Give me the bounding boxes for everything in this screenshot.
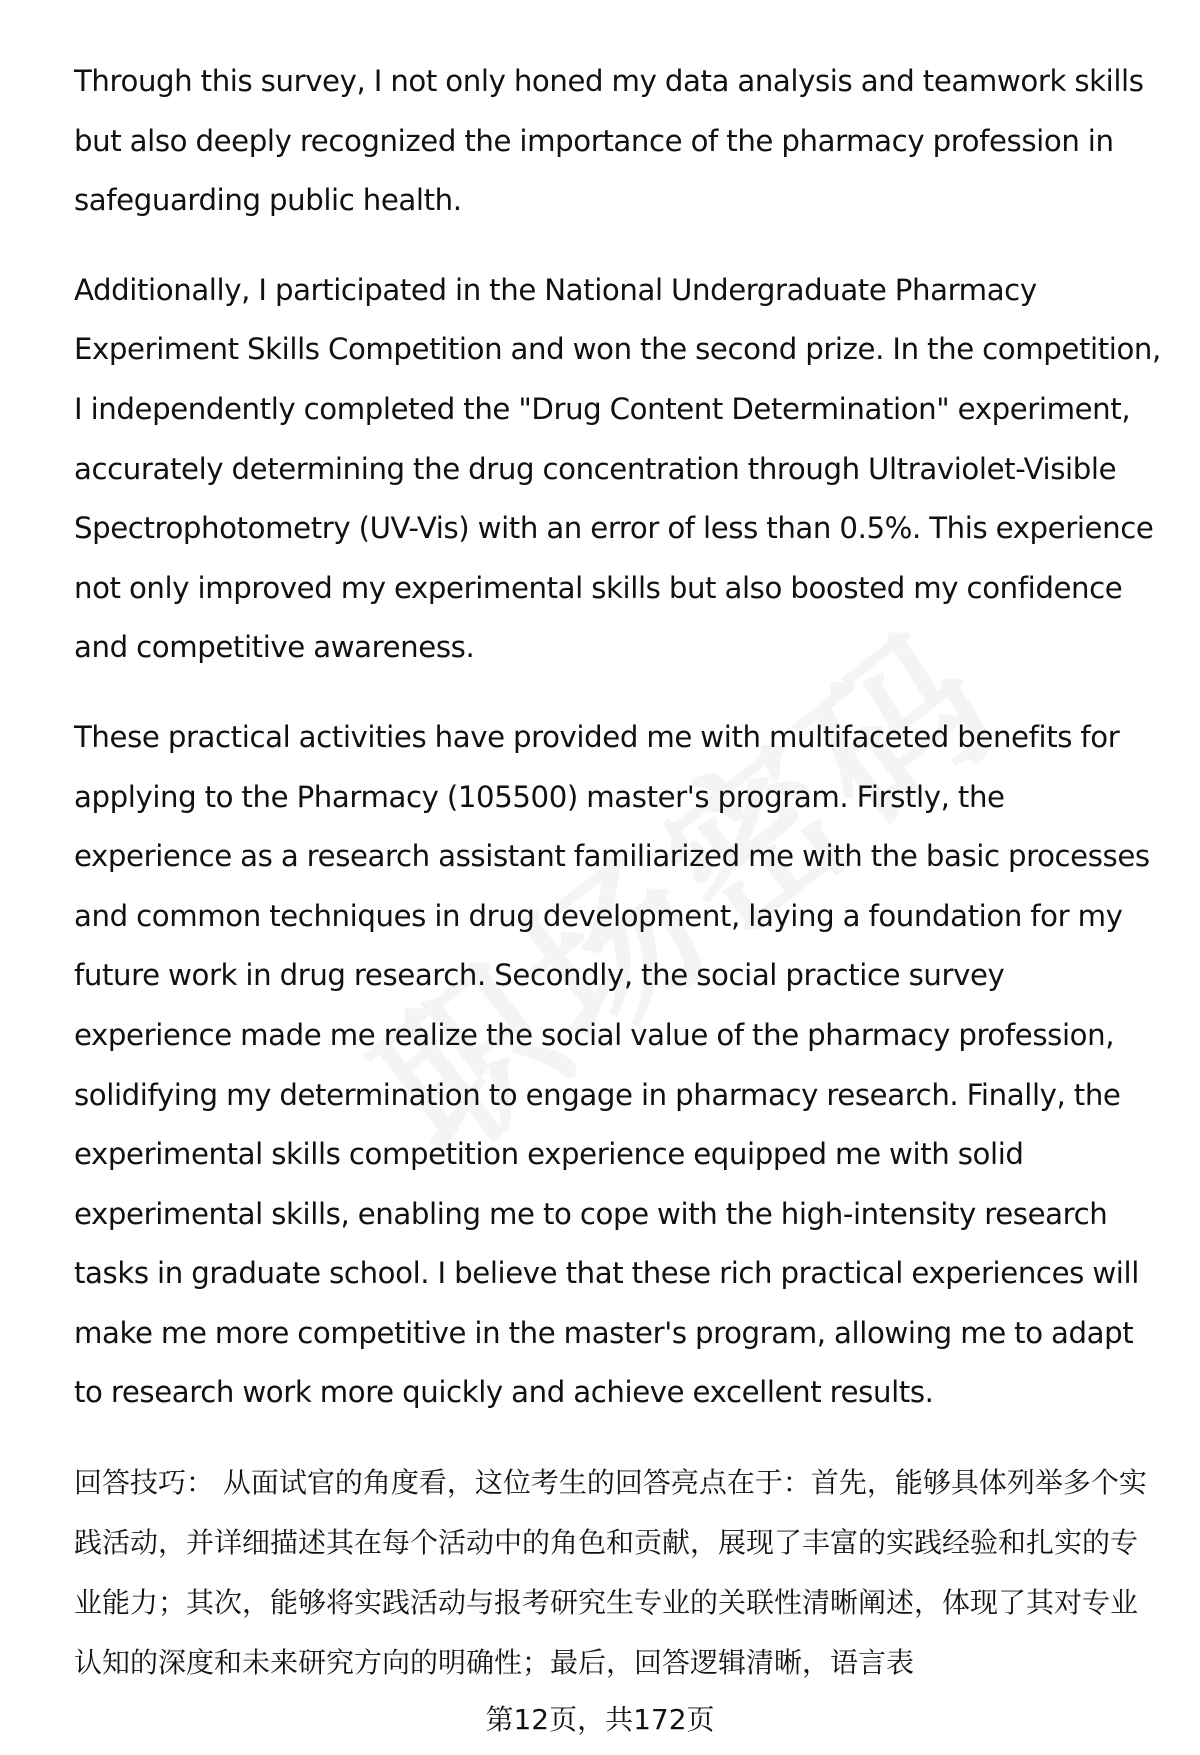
paragraph-survey-reflection: Through this survey, I not only honed my data analysis and teamwork skills but also deeply recognized the importance of the pharmacy profession in safeguarding public health. (74, 64, 1144, 218)
page-content (74, 52, 1164, 1693)
answer-tips-paragraph: 回答技巧： 从面试官的角度看，这位考生的回答亮点在于：首先，能够具体列举多个实践活动，并详细描述其在每个活动中的角色和贡献，展现了丰富的实践经验和扎实的专业能力；其次，能够将实践活动与报考研究生专业的关联性清晰阐述，体现了其对专业认知的深度和未来研究方向的明确性；最后，回答逻辑清晰，语言表 (74, 1466, 1147, 1680)
paragraph-benefits: These practical activities have provided me with multifaceted benefits for applying to the Pharmacy (105500) master's program. Firstly, the experience as a research assistant familiarized me with the basic processes and common techniques in drug development, laying a foundation for my future work in drug research. Secondly, the social practice survey experience made me realize the social value of the pharmacy profession, solidifying my determination to engage in pharmacy research. Finally, the experimental skills competition experience equipped me with solid experimental skills, enabling me to cope with the high-intensity research tasks in graduate school. I believe that these rich practical experiences will make me more competitive in the master's program, allowing me to adapt to research work more quickly and achieve excellent results. (74, 719, 1150, 1410)
paragraph-competition: Additionally, I participated in the National Undergraduate Pharmacy Experiment Skills Competition and won the second prize. In the competition, I independently completed the "Drug Content Determination" experiment, accurately determining the drug concentration through Ultraviolet-Visible Spectrophotometry (UV-Vis) with an error of less than 0.5%. This experience not only improved my experimental skills but also boosted my confidence and competitive awareness. (74, 272, 1161, 665)
page-number-footer: 第12页，共172页 (0, 1700, 1200, 1740)
